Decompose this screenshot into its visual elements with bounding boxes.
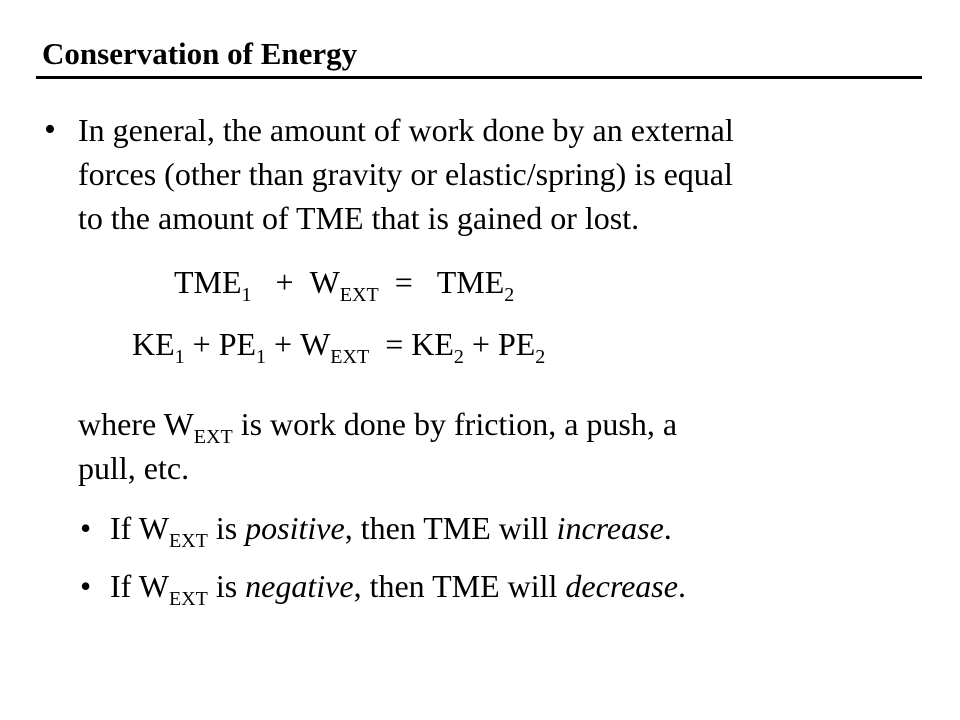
eq1-equals: = (394, 264, 413, 300)
sb2-prefix: If W (110, 568, 169, 604)
title-underline (36, 76, 922, 79)
eq2-w: W (300, 326, 331, 362)
sb1-mid: is (207, 510, 246, 546)
eq2-w-subscript: EXT (330, 346, 370, 368)
sb2-mid2: , then TME will (353, 568, 566, 604)
eq2-pe2-subscript: 2 (535, 346, 546, 368)
where-line1-rest: is work done by friction, a push, a (232, 406, 678, 442)
page-title: Conservation of Energy (42, 36, 358, 71)
eq2-pe1-subscript: 1 (256, 346, 267, 368)
sb2-end: . (677, 568, 686, 604)
eq2-pe1: PE (218, 326, 257, 362)
sb1-mid2: , then TME will (344, 510, 557, 546)
eq1-w: W (309, 264, 340, 300)
equation-tme (174, 262, 515, 306)
where-line-1 (78, 402, 858, 446)
equation-ke-pe (132, 324, 546, 368)
eq2-plus-2: + (274, 326, 293, 362)
sub-bullet-dot: • (80, 510, 92, 546)
sb1-prefix: If W (110, 510, 169, 546)
eq2-ke2-subscript: 2 (453, 346, 464, 368)
eq1-tme2: TME (436, 264, 505, 300)
sb1-subscript: EXT (168, 530, 208, 552)
eq2-ke1: KE (132, 326, 175, 362)
where-line-2: pull, etc. (78, 450, 190, 486)
where-paragraph (78, 402, 858, 490)
intro-paragraph (78, 108, 878, 240)
eq1-plus: + (275, 264, 294, 300)
intro-bullet: • (44, 111, 56, 148)
intro-line-1: In general, the amount of work done by an external (78, 112, 734, 148)
sub-bullet-dot: • (80, 568, 92, 604)
where-subscript: EXT (193, 426, 233, 448)
sub-bullet-positive (80, 508, 672, 552)
eq1-tme1: TME (174, 264, 242, 300)
eq2-pe2: PE (497, 326, 536, 362)
eq2-plus-3: + (471, 326, 490, 362)
eq1-tme2-subscript: 2 (504, 284, 515, 306)
eq2-ke2: KE (411, 326, 454, 362)
sb2-mid: is (207, 568, 246, 604)
eq1-tme1-subscript: 1 (241, 284, 252, 306)
eq1-w-subscript: EXT (339, 284, 379, 306)
eq2-equals: = (385, 326, 404, 362)
intro-line-3: to the amount of TME that is gained or lost. (78, 200, 640, 236)
sb1-emphasis-increase: increase (556, 510, 664, 546)
eq2-plus-1: + (192, 326, 211, 362)
where-prefix: where W (78, 406, 194, 442)
sb2-emphasis-negative: negative (245, 568, 354, 604)
sb2-subscript: EXT (168, 588, 208, 610)
sb1-end: . (663, 510, 672, 546)
sub-bullet-negative (80, 566, 686, 610)
sb1-emphasis-positive: positive (245, 510, 345, 546)
intro-line-2: forces (other than gravity or elastic/spring) is equal (78, 156, 733, 192)
eq2-ke1-subscript: 1 (174, 346, 185, 368)
sb2-emphasis-decrease: decrease (565, 568, 678, 604)
